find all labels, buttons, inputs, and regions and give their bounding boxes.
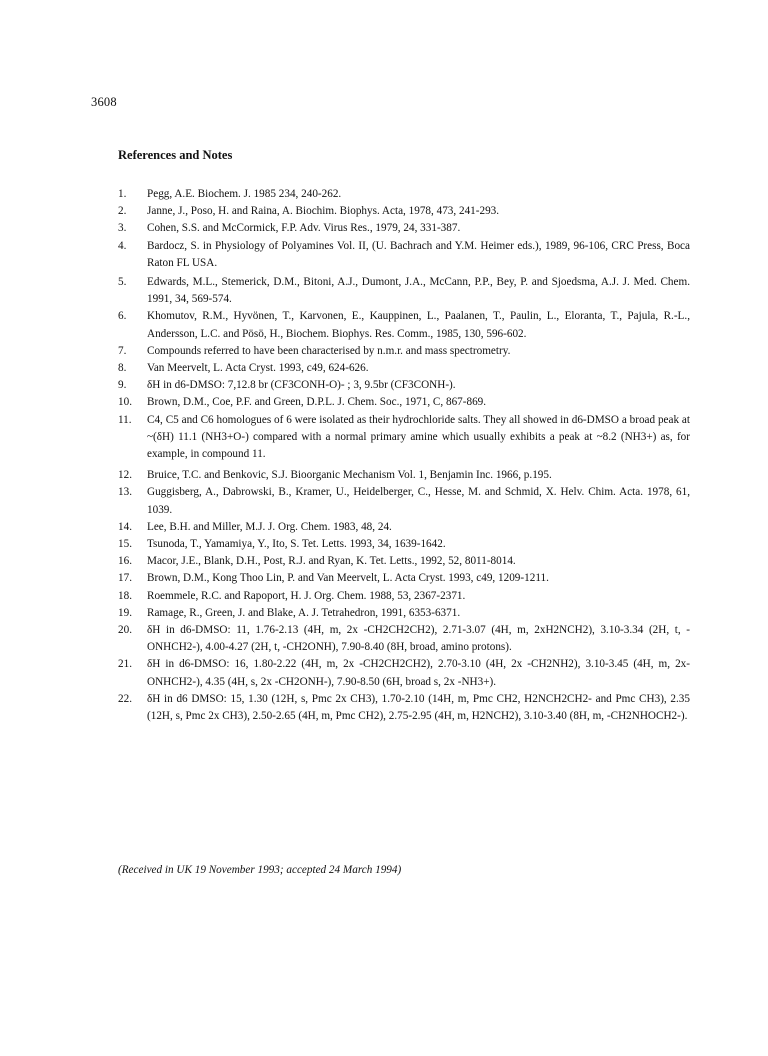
reference-number: 8. (118, 362, 127, 375)
reference-text: δH in d6-DMSO: 16, 1.80-2.22 (4H, m, 2x -CH2CH2CH2), 2.70-3.10 (4H, 2x -CH2NH2), 3.10-3.45 (4H, m, 2x-ONHCH2-), 4.35 (4H, s, 2x -CH2ONH-), 7.90-8.50 (6H, broad s, 2x -NH3+). (147, 658, 690, 688)
page-number: 3608 (91, 95, 117, 109)
reference-item (118, 308, 690, 342)
reference-text: δH in d6 DMSO: 15, 1.30 (12H, s, Pmc 2x CH3), 1.70-2.10 (14H, m, Pmc CH2, H2NCH2CH2- and Pmc CH3), 2.35 (12H, s, Pmc 2x CH3), 2.50-2.65 (4H, m, Pmc CH2), 2.75-2.95 (4H, m, H2NCH2), 3.10-3.40 (8H, m, -CH2NHOCH2-). (147, 692, 690, 723)
reference-text: δH in d6-DMSO: 7,12.8 br (CF3CONH-O)- ; 3, 9.5br (CF3CONH-). (147, 379, 456, 392)
reference-text: Cohen, S.S. and McCormick, F.P. Adv. Virus Res., 1979, 24, 331-387. (147, 222, 461, 235)
reference-item (118, 536, 690, 553)
reference-number: 13. (118, 486, 132, 499)
reference-text: Bruice, T.C. and Benkovic, S.J. Bioorganic Mechanism Vol. 1, Benjamin Inc. 1966, p.195. (147, 469, 552, 482)
reference-item (118, 360, 690, 377)
reference-text: Pegg, A.E. Biochem. J. 1985 234, 240-262. (147, 188, 342, 200)
reference-item (118, 588, 690, 605)
reference-text: Roemmele, R.C. and Rapoport, H. J. Org. Chem. 1988, 53, 2367-2371. (147, 589, 466, 602)
reference-number: 7. (118, 344, 127, 357)
reference-number: 5. (118, 276, 127, 289)
reference-number: 11. (118, 413, 132, 426)
reference-number: 19. (118, 606, 132, 619)
reference-number: 22. (118, 692, 132, 705)
reference-text: Brown, D.M., Coe, P.F. and Green, D.P.L. J. Chem. Soc., 1971, C, 867-869. (147, 396, 487, 409)
reference-item (118, 519, 690, 536)
reference-item (118, 220, 690, 237)
reference-item (118, 203, 690, 220)
reference-text: δH in d6-DMSO: 11, 1.76-2.13 (4H, m, 2x -CH2CH2CH2), 2.71-3.07 (4H, m, 2xH2NCH2), 3.10-3.34 (2H, t, -ONHCH2-), 4.00-4.27 (2H, t, -CH2ONH), 7.90-8.40 (8H, broad, amino protons). (147, 624, 690, 654)
reference-number: 6. (118, 310, 127, 323)
reference-text: Lee, B.H. and Miller, M.J. J. Org. Chem. 1983, 48, 24. (147, 520, 392, 533)
reference-text: Edwards, M.L., Stemerick, D.M., Bitoni, A.J., Dumont, J.A., McCann, P.P., Bey, P. and Sjoedsma, A.J. J. Med. Chem. 1991, 34, 569-574. (147, 276, 690, 306)
reference-text: Khomutov, R.M., Hyvönen, T., Karvonen, E., Kauppinen, L., Paalanen, T., Paulin, L., Eloranta, T., Pajula, R.-L., Andersson, L.C. and Pösö, H., Biochem. Biophys. Res. Comm., 1985, 130, 596-602. (147, 310, 690, 340)
reference-number: 9. (118, 379, 127, 392)
reference-number: 1. (118, 188, 127, 200)
received-note: (Received in UK 19 November 1993; accepted 24 March 1994) (118, 864, 402, 876)
reference-text: Guggisberg, A., Dabrowski, B., Kramer, U., Heidelberger, C., Hesse, M. and Schmid, X. Helv. Chim. Acta. 1978, 61, 1039. (147, 486, 690, 516)
reference-text: Compounds referred to have been characterised by n.m.r. and mass spectrometry. (147, 344, 511, 357)
reference-item (118, 553, 690, 570)
reference-number: 3. (118, 222, 127, 235)
reference-item (118, 484, 690, 518)
reference-item (118, 343, 690, 360)
reference-number: 20. (118, 624, 132, 637)
reference-number: 16. (118, 555, 132, 568)
reference-item (118, 186, 690, 203)
reference-text: Tsunoda, T., Yamamiya, Y., Ito, S. Tet. Letts. 1993, 34, 1639-1642. (147, 538, 446, 551)
reference-item (118, 656, 690, 690)
reference-list (118, 186, 690, 725)
reference-text: Janne, J., Poso, H. and Raina, A. Biochim. Biophys. Acta, 1978, 473, 241-293. (147, 205, 500, 218)
reference-item (118, 238, 690, 272)
reference-text: C4, C5 and C6 homologues of 6 were isolated as their hydrochloride salts. They all showed in d6-DMSO a broad peak at ~(δH) 11.1 (NH3+O-) compared with a normal primary amine which usually exhibits a peak at ~8.2 (NH3+) as, for example, in compound 11. (147, 413, 690, 461)
reference-item (118, 394, 690, 411)
reference-item (118, 691, 690, 725)
reference-number: 17. (118, 572, 132, 585)
reference-number: 15. (118, 538, 132, 551)
reference-number: 14. (118, 520, 132, 533)
reference-text: Van Meervelt, L. Acta Cryst. 1993, c49, 624-626. (147, 362, 369, 375)
reference-number: 21. (118, 658, 132, 671)
reference-item (118, 467, 690, 484)
reference-item (118, 605, 690, 622)
reference-number: 12. (118, 469, 132, 482)
reference-item (118, 412, 690, 464)
reference-text: Bardocz, S. in Physiology of Polyamines Vol. II, (U. Bachrach and Y.M. Heimer eds.), 1989, 96-106, CRC Press, Boca Raton FL USA. (147, 239, 690, 269)
reference-item (118, 622, 690, 656)
reference-text: Ramage, R., Green, J. and Blake, A. J. Tetrahedron, 1991, 6353-6371. (147, 606, 461, 619)
reference-number: 10. (118, 396, 132, 409)
reference-number: 4. (118, 239, 127, 252)
reference-number: 2. (118, 205, 127, 218)
reference-number: 18. (118, 589, 132, 602)
reference-item (118, 570, 690, 587)
reference-item (118, 377, 690, 394)
section-title: References and Notes (118, 148, 233, 162)
reference-text: Brown, D.M., Kong Thoo Lin, P. and Van Meervelt, L. Acta Cryst. 1993, c49, 1209-1211. (147, 572, 549, 585)
reference-item (118, 274, 690, 308)
reference-text: Macor, J.E., Blank, D.H., Post, R.J. and Ryan, K. Tet. Letts., 1992, 52, 8011-8014. (147, 555, 516, 568)
